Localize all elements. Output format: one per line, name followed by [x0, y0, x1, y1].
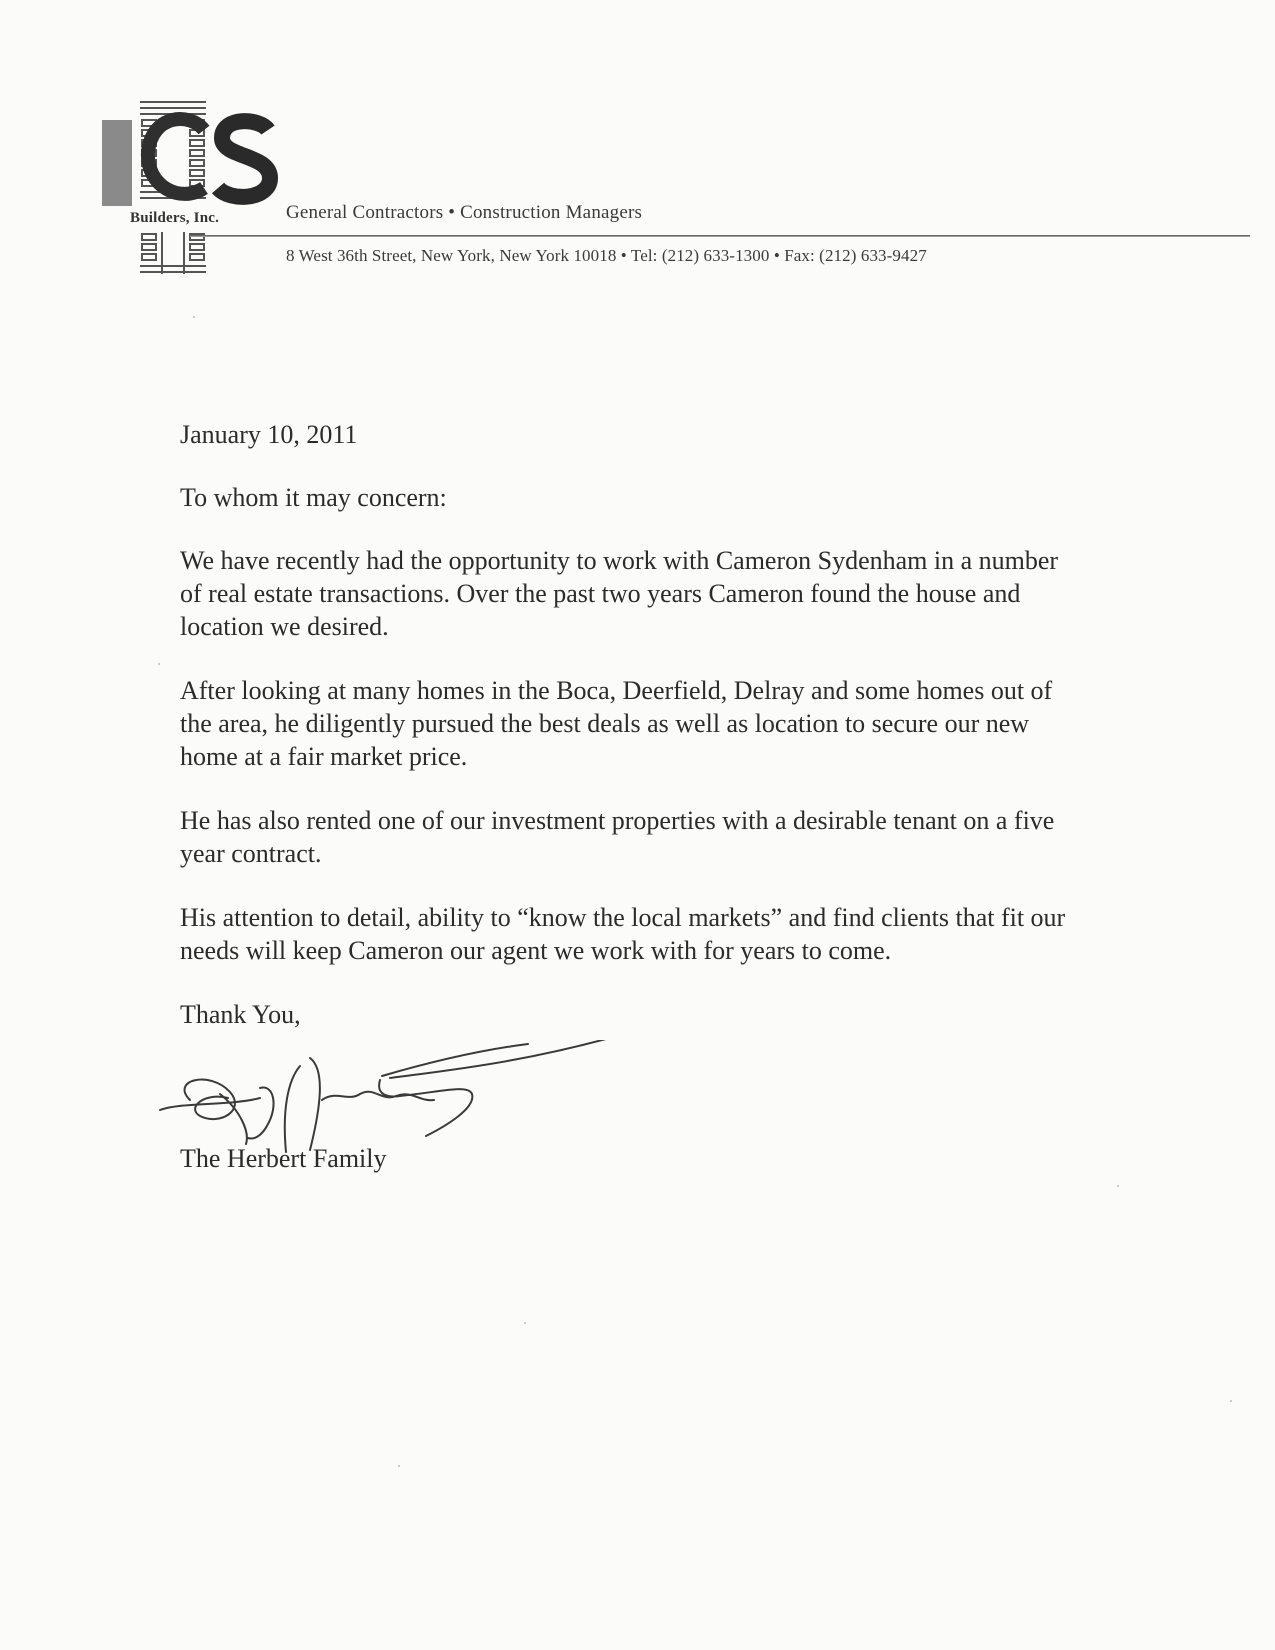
scan-speck: [193, 316, 195, 318]
letter-paragraph-1: We have recently had the opportunity to work with Cameron Sydenham in a number of real estate transactions. Over the past two years Cameron found the house and location we desired.: [180, 546, 1059, 641]
scan-speck: [1117, 1185, 1119, 1187]
letter-paragraph-3: He has also rented one of our investment properties with a desirable tenant on a five year contract.: [180, 806, 1055, 868]
letter-date: January 10, 2011: [180, 420, 358, 449]
letterhead-divider: [190, 235, 1250, 237]
logo-subtitle: Builders, Inc.: [130, 210, 220, 226]
scan-speck: [1230, 1400, 1232, 1402]
letter-body: [180, 418, 1080, 1031]
scan-speck: [158, 663, 160, 665]
scan-speck: [524, 1322, 526, 1324]
letter-signer: The Herbert Family: [180, 1144, 387, 1173]
letterhead: [100, 100, 1160, 300]
letter-paragraph-2: After looking at many homes in the Boca, Deerfield, Delray and some homes out of the area, he diligently pursued the best deals as well as location to secure our new home at a fair market price.: [180, 676, 1053, 771]
company-tagline: General Contractors • Construction Managers: [286, 202, 643, 223]
company-logo: [100, 100, 290, 296]
scan-speck: [398, 1465, 400, 1467]
company-address: 8 West 36th Street, New York, New York 10018 • Tel: (212) 633-1300 • Fax: (212) 633-9427: [286, 246, 927, 265]
letter-paragraph-4: His attention to detail, ability to “know the local markets” and find clients that fit our needs will keep Cameron our agent we work with for years to come.: [180, 903, 1066, 965]
letter-closing: Thank You,: [180, 1000, 301, 1029]
letter-salutation: To whom it may concern:: [180, 483, 447, 512]
